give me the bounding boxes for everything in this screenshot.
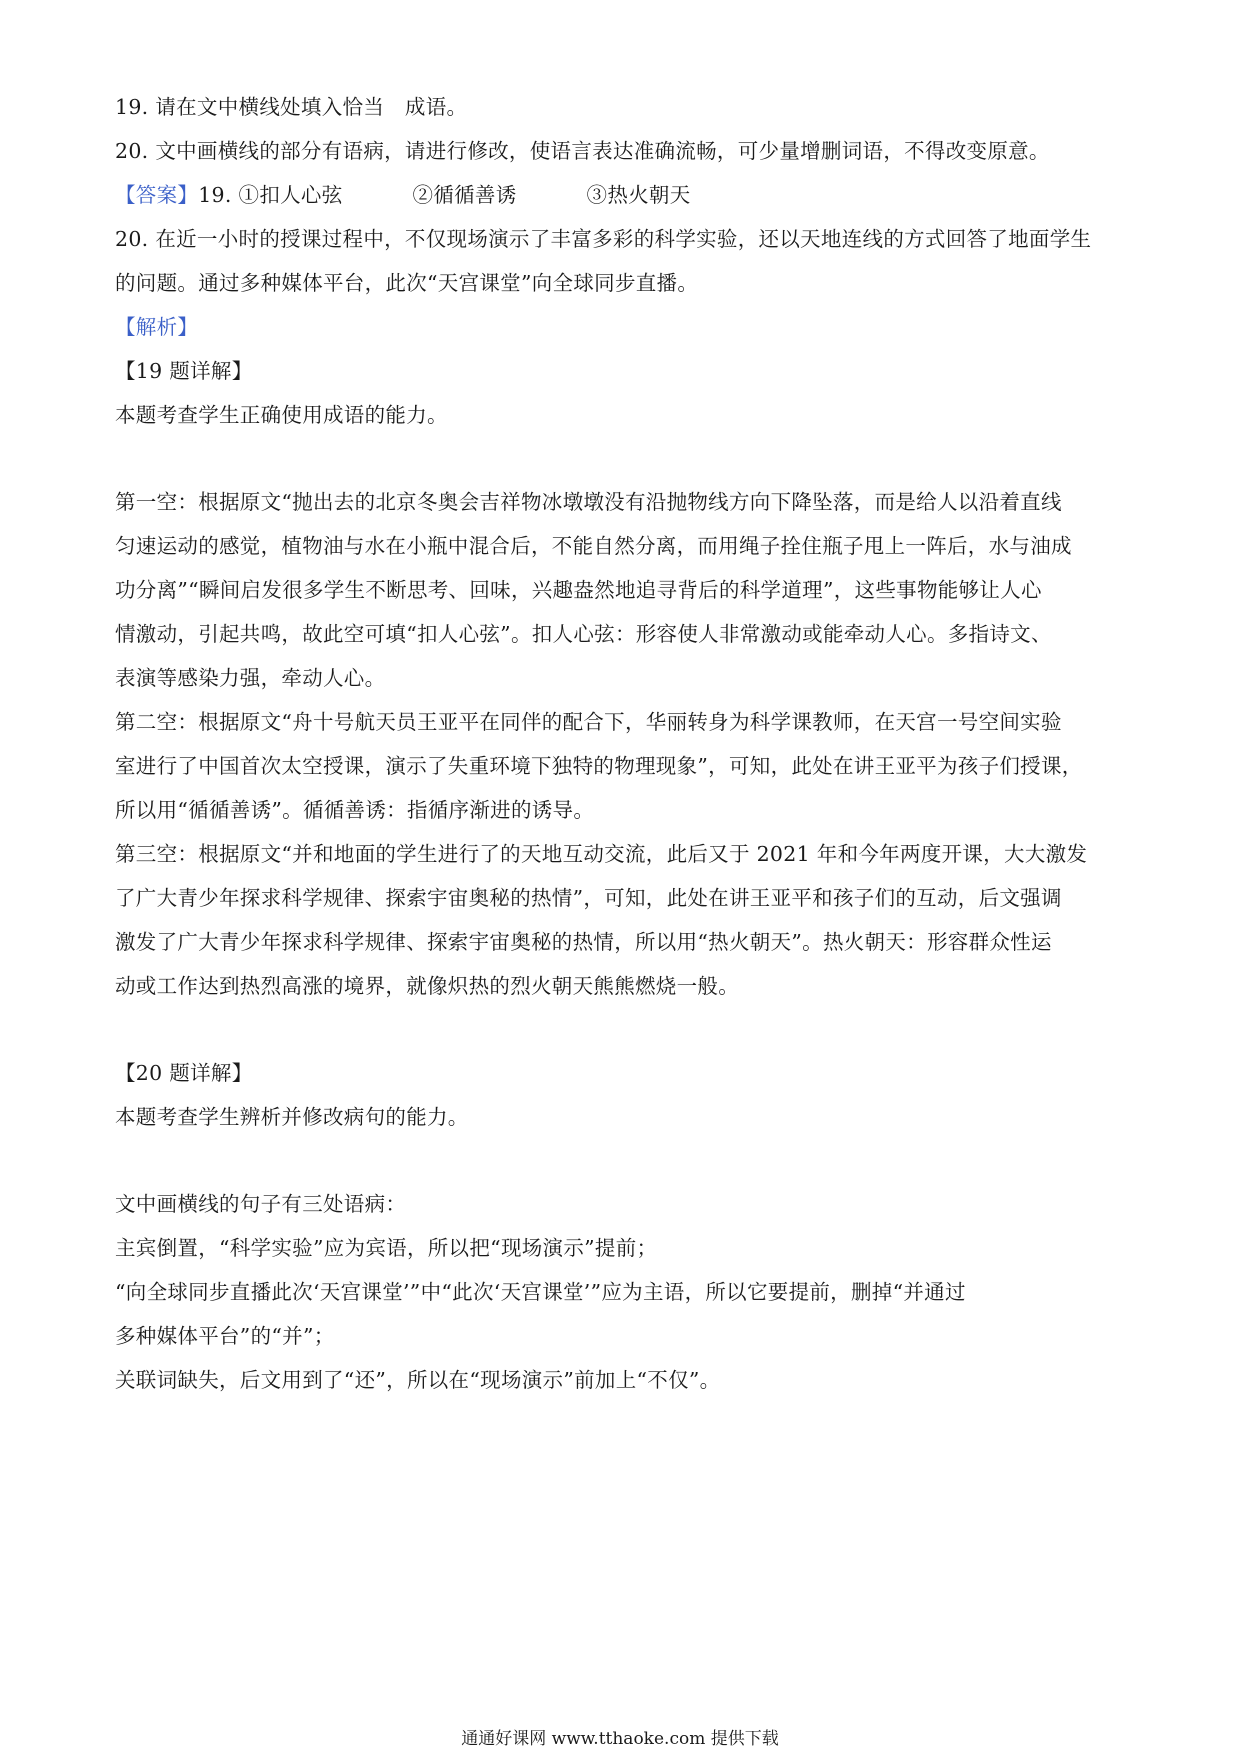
q20-analysis-line: 多种媒体平台”的“并”； <box>115 1324 335 1348</box>
question-19: 19. 请在文中横线处填入恰当 成语。 <box>115 95 468 119</box>
answer-label: 【答案】 <box>115 183 199 207</box>
blank2-line: 室进行了中国首次太空授课，演示了失重环境下独特的物理现象”，可知，此处在讲王亚平为孩子们授课， <box>115 754 1083 778</box>
answer-20-line-1: 20. 在近一小时的授课过程中，不仅现场演示了丰富多彩的科学实验，还以天地连线的方式回答了地面学生 <box>115 227 1092 251</box>
blank3-line: 了广大青少年探求科学规律、探索宇宙奥秘的热情”，可知，此处在讲王亚平和孩子们的互动，后文强调 <box>115 886 1062 910</box>
q20-analysis-line: “向全球同步直播此次‘天宫课堂’”中“此次‘天宫课堂’”应为主语，所以它要提前，删掉“并通过 <box>115 1280 966 1304</box>
blank2-line: 所以用“循循善诱”。循循善诱：指循序渐进的诱导。 <box>115 798 595 822</box>
blank3-line: 第三空：根据原文“并和地面的学生进行了的天地互动交流，此后又于 2021 年和今年两度开课，大大激发 <box>115 842 1088 866</box>
answer-20-line-2: 的问题。通过多种媒体平台，此次“天宫课堂”向全球同步直播。 <box>115 271 699 295</box>
q19-detail-intro: 本题考查学生正确使用成语的能力。 <box>115 403 448 427</box>
blank2-line: 第二空：根据原文“舟十号航天员王亚平在同伴的配合下，华丽转身为科学课教师，在天宫一号空间实验 <box>115 710 1062 734</box>
q20-analysis-line: 关联词缺失，后文用到了“还”，所以在“现场演示”前加上“不仅”。 <box>115 1368 721 1392</box>
analysis-label: 【解析】 <box>115 315 199 339</box>
blank1-line: 匀速运动的感觉，植物油与水在小瓶中混合后，不能自然分离，而用绳子拴住瓶子甩上一阵后，水与油成 <box>115 534 1072 558</box>
q20-analysis-line: 主宾倒置，“科学实验”应为宾语，所以把“现场演示”提前； <box>115 1236 658 1260</box>
q20-analysis-line: 文中画横线的句子有三处语病： <box>115 1192 407 1216</box>
blank3-line: 动或工作达到热烈高涨的境界，就像炽热的烈火朝天熊熊燃烧一般。 <box>115 974 739 998</box>
blank3-line: 激发了广大青少年探求科学规律、探索宇宙奥秘的热情，所以用“热火朝天”。热火朝天：形容群众性运 <box>115 930 1052 954</box>
answer-item-1: ①扣人心弦 <box>238 183 343 207</box>
question-20: 20. 文中画横线的部分有语病，请进行修改，使语言表达准确流畅，可少量增删词语，不得改变原意。 <box>115 139 1050 163</box>
answer-item-3: ③热火朝天 <box>586 183 691 207</box>
blank1-line: 第一空：根据原文“抛出去的北京冬奥会吉祥物冰墩墩没有沿抛物线方向下降坠落，而是给人以沿着直线 <box>115 490 1062 514</box>
page-footer: 通通好课网 www.tthaoke.com 提供下载 <box>461 1729 779 1749</box>
blank1-line: 情激动，引起共鸣，故此空可填“扣人心弦”。扣人心弦：形容使人非常激动或能牵动人心。多指诗文、 <box>115 622 1052 646</box>
answer-19-prefix: 19. <box>198 183 239 207</box>
blank1-line: 功分离”“瞬间启发很多学生不断思考、回味，兴趣盎然地追寻背后的科学道理”，这些事物能够让人心 <box>115 578 1042 602</box>
q20-detail-title: 【20 题详解】 <box>115 1061 253 1085</box>
blank1-line: 表演等感染力强，牵动人心。 <box>115 666 386 690</box>
answer-item-2: ②循循善诱 <box>412 183 517 207</box>
q19-detail-title: 【19 题详解】 <box>115 359 253 383</box>
answer-line-19 <box>115 180 1130 210</box>
q20-detail-intro: 本题考查学生辨析并修改病句的能力。 <box>115 1105 469 1129</box>
